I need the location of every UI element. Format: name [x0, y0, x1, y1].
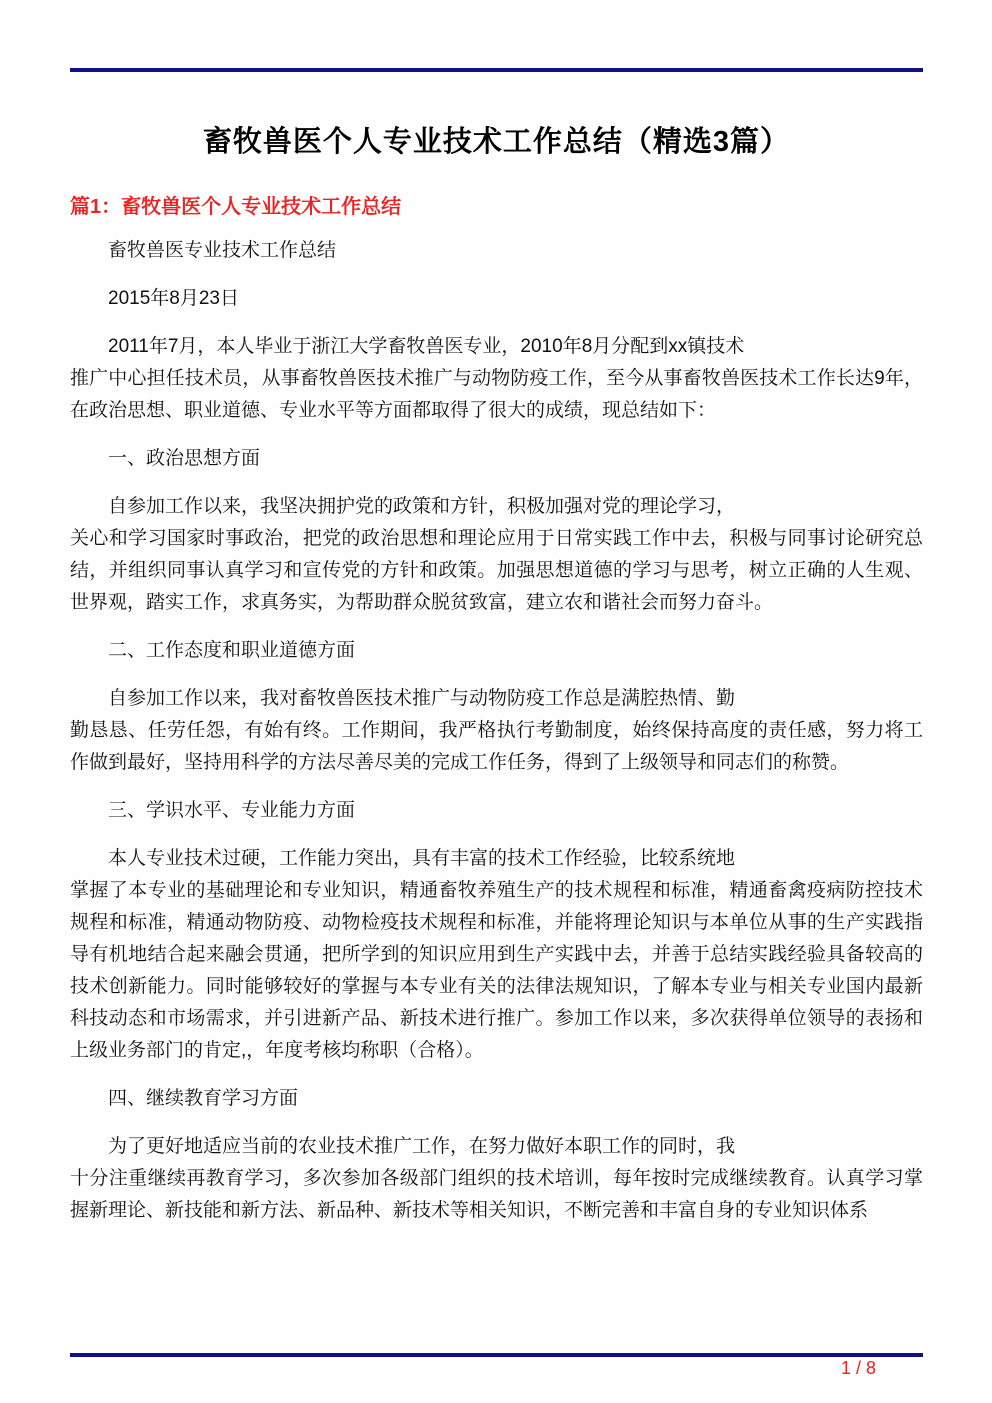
paragraph-professional-skill	[70, 843, 923, 1067]
paragraph-continuing-education	[70, 1131, 923, 1227]
paragraph-first-line: 自参加工作以来，我对畜牧兽医技术推广与动物防疫工作总是满腔热情、勤	[108, 688, 736, 709]
paragraph-first-line: 自参加工作以来，我坚决拥护党的政策和方针，积极加强对党的理论学习，	[108, 496, 736, 517]
date-line: 2015年8月23日	[108, 288, 239, 309]
subheading-1: 一、政治思想方面	[108, 448, 261, 469]
paragraph-body: 推广中心担任技术员，从事畜牧兽医技术推广与动物防疫工作，至今从事畜牧兽医技术工作长达9年，在政治思想、职业道德、专业水平等方面都取得了很大的成绩，现总结如下：	[70, 368, 923, 421]
paragraph-work-attitude	[70, 683, 923, 779]
paragraph-first-line: 2011年7月，本人毕业于浙江大学畜牧兽医专业，2010年8月分配到xx镇技术	[108, 336, 745, 357]
bottom-divider-rule	[70, 1353, 923, 1357]
paragraph-first-line: 本人专业技术过硬，工作能力突出，具有丰富的技术工作经验，比较系统地	[108, 848, 736, 869]
subheading-3: 三、学识水平、专业能力方面	[108, 800, 356, 821]
page-number: 1 / 8	[840, 1358, 876, 1378]
subheading-4: 四、继续教育学习方面	[108, 1088, 299, 1109]
section-1-heading: 篇1：畜牧兽医个人专业技术工作总结	[70, 196, 402, 218]
subtitle-line: 畜牧兽医专业技术工作总结	[108, 240, 337, 261]
document-content	[70, 0, 923, 1243]
document-title: 畜牧兽医个人专业技术工作总结（精选3篇）	[202, 126, 791, 158]
paragraph-first-line: 为了更好地适应当前的农业技术推广工作，在努力做好本职工作的同时，我	[108, 1136, 736, 1157]
paragraph-body: 关心和学习国家时事政治，把党的政治思想和理论应用于日常实践工作中去，积极与同事讨论研究总结，并组织同事认真学习和宣传党的方针和政策。加强思想道德的学习与思考，树立正确的人生观、世界观，踏实工作，求真务实，为帮助群众脱贫致富，建立农和谐社会而努力奋斗。	[70, 528, 923, 613]
paragraph-intro	[70, 331, 923, 427]
subheading-2: 二、工作态度和职业道德方面	[108, 640, 356, 661]
paragraph-body: 掌握了本专业的基础理论和专业知识，精通畜牧养殖生产的技术规程和标准，精通畜禽疫病防控技术规程和标准，精通动物防疫、动物检疫技术规程和标准，并能将理论知识与本单位从事的生产实践指导有机地结合起来融会贯通，把所学到的知识应用到生产实践中去，并善于总结实践经验具备较高的技术创新能力。同时能够较好的掌握与本专业有关的法律法规知识，了解本专业与相关专业国内最新科技动态和市场需求，并引进新产品、新技术进行推广。参加工作以来，多次获得单位领导的表扬和上级业务部门的肯定,，年度考核均称职（合格）。	[70, 880, 923, 1061]
paragraph-body: 十分注重继续再教育学习，多次参加各级部门组织的技术培训，每年按时完成继续教育。认真学习掌握新理论、新技能和新方法、新品种、新技术等相关知识，不断完善和丰富自身的专业知识体系	[70, 1168, 923, 1221]
paragraph-politics	[70, 491, 923, 619]
paragraph-body: 勤恳恳、任劳任怨，有始有终。工作期间，我严格执行考勤制度，始终保持高度的责任感，努力将工作做到最好，坚持用科学的方法尽善尽美的完成工作任务，得到了上级领导和同志们的称赞。	[70, 720, 923, 773]
